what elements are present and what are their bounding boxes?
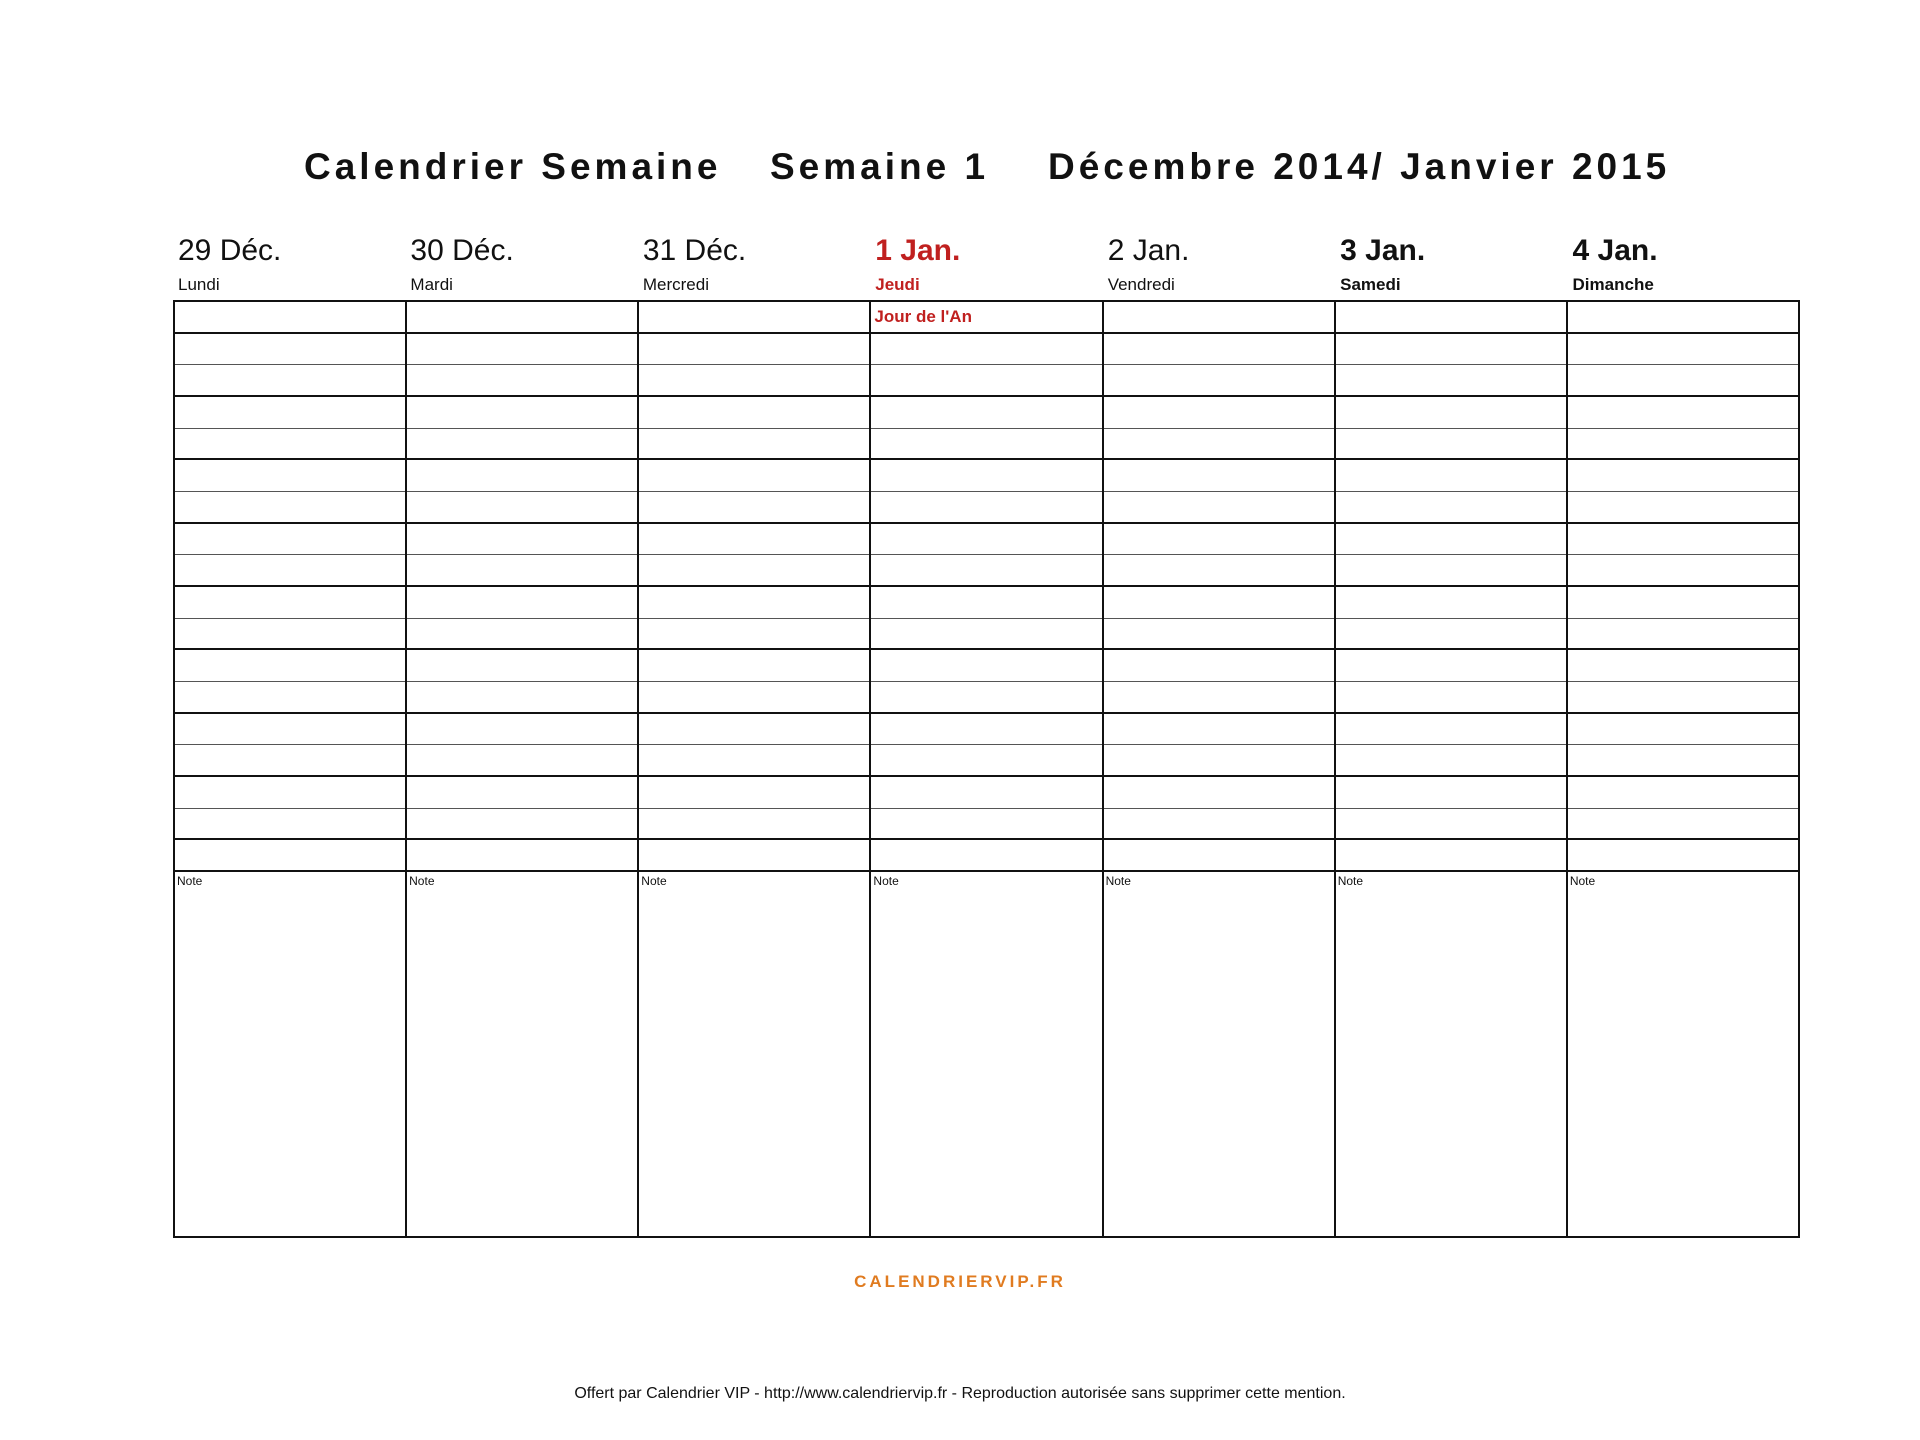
- day-weekday: Jeudi: [875, 275, 920, 294]
- time-slot[interactable]: [1336, 397, 1566, 429]
- note-area[interactable]: Note: [1569, 873, 1596, 888]
- time-slot[interactable]: [871, 397, 1101, 429]
- time-slot[interactable]: [1336, 365, 1566, 397]
- time-slot[interactable]: [407, 745, 637, 777]
- note-area[interactable]: Note: [1337, 873, 1364, 888]
- day-header-2: [638, 232, 870, 298]
- time-slot[interactable]: [175, 619, 405, 651]
- time-slot[interactable]: [407, 840, 637, 872]
- time-slot[interactable]: [1568, 397, 1798, 429]
- time-slot[interactable]: [175, 429, 405, 461]
- time-slot[interactable]: [639, 840, 869, 872]
- time-slot[interactable]: [639, 555, 869, 587]
- time-slot[interactable]: [407, 365, 637, 397]
- time-slot[interactable]: [175, 714, 405, 746]
- day-weekday: Mercredi: [642, 275, 709, 294]
- time-slot[interactable]: [871, 682, 1101, 714]
- time-slot[interactable]: [1336, 555, 1566, 587]
- time-slot[interactable]: [871, 809, 1101, 841]
- time-slot[interactable]: [871, 365, 1101, 397]
- time-slot[interactable]: [175, 840, 405, 872]
- time-slot[interactable]: [1336, 524, 1566, 556]
- time-slot[interactable]: [175, 745, 405, 777]
- time-slot[interactable]: [407, 397, 637, 429]
- time-slot[interactable]: [639, 524, 869, 556]
- time-slot[interactable]: [871, 619, 1101, 651]
- time-slot[interactable]: [639, 587, 869, 619]
- day-column: [1566, 302, 1798, 1236]
- time-slot[interactable]: [1336, 587, 1566, 619]
- time-slot[interactable]: [639, 682, 869, 714]
- time-slot[interactable]: [871, 587, 1101, 619]
- title-calendar: Calendrier Semaine: [304, 146, 722, 187]
- time-slot[interactable]: [1568, 334, 1798, 366]
- time-slot[interactable]: [1104, 809, 1334, 841]
- time-slot[interactable]: [1104, 777, 1334, 809]
- time-slot[interactable]: [1568, 555, 1798, 587]
- time-slot[interactable]: [1336, 492, 1566, 524]
- time-slot[interactable]: [1568, 587, 1798, 619]
- time-slot[interactable]: [407, 650, 637, 682]
- time-slot[interactable]: [1104, 492, 1334, 524]
- time-slot[interactable]: [1568, 714, 1798, 746]
- time-slot[interactable]: [871, 492, 1101, 524]
- day-column: [405, 302, 637, 1236]
- time-slot[interactable]: [1568, 745, 1798, 777]
- day-date: 29 Déc.: [178, 234, 282, 267]
- time-slot[interactable]: [1568, 429, 1798, 461]
- week-grid: [173, 300, 1800, 1238]
- time-slot[interactable]: [871, 745, 1101, 777]
- note-area[interactable]: Note: [177, 873, 203, 888]
- time-slot[interactable]: [1336, 334, 1566, 366]
- time-slot[interactable]: [1336, 809, 1566, 841]
- time-slot[interactable]: [1568, 777, 1798, 809]
- time-slot[interactable]: [639, 460, 869, 492]
- day-date: 30 Déc.: [410, 234, 514, 267]
- time-slot[interactable]: [407, 682, 637, 714]
- time-slot[interactable]: [639, 397, 869, 429]
- time-slot[interactable]: [1104, 650, 1334, 682]
- day-date: 1 Jan.: [875, 234, 961, 267]
- holiday-label: Jour de l'An: [871, 302, 1101, 334]
- time-slot[interactable]: [639, 745, 869, 777]
- day-column: [1334, 302, 1566, 1236]
- time-slot[interactable]: [1104, 365, 1334, 397]
- time-slot[interactable]: [1104, 682, 1334, 714]
- time-slot[interactable]: [871, 650, 1101, 682]
- note-area[interactable]: Note: [1105, 873, 1131, 888]
- day-header-0: [173, 232, 405, 298]
- day-header-row: [173, 232, 1800, 298]
- day-header-5: [1335, 232, 1567, 298]
- day-column: [637, 302, 869, 1236]
- time-slot[interactable]: [175, 397, 405, 429]
- brand-logo-text: CALENDRIERVIP.FR: [854, 1272, 1066, 1291]
- time-slot[interactable]: [1104, 397, 1334, 429]
- time-slot[interactable]: [1568, 365, 1798, 397]
- day-header-1: [405, 232, 637, 298]
- time-slot[interactable]: [175, 587, 405, 619]
- day-column: [869, 302, 1101, 1236]
- time-slot[interactable]: [1104, 714, 1334, 746]
- time-slot[interactable]: [1568, 492, 1798, 524]
- time-slot[interactable]: [407, 714, 637, 746]
- time-slot[interactable]: [1336, 682, 1566, 714]
- day-weekday: Vendredi: [1107, 275, 1175, 294]
- time-slot[interactable]: [1568, 809, 1798, 841]
- day-weekday: Mardi: [410, 275, 453, 294]
- time-slot[interactable]: [175, 777, 405, 809]
- time-slot[interactable]: [1104, 524, 1334, 556]
- day-header-4: [1103, 232, 1335, 298]
- time-slot[interactable]: [1568, 460, 1798, 492]
- time-slot[interactable]: [407, 429, 637, 461]
- time-slot[interactable]: [175, 650, 405, 682]
- time-slot[interactable]: [639, 492, 869, 524]
- note-area[interactable]: Note: [409, 873, 435, 888]
- day-weekday: Dimanche: [1572, 275, 1654, 294]
- time-slot[interactable]: [639, 650, 869, 682]
- time-slot[interactable]: [1336, 302, 1566, 334]
- time-slot[interactable]: [1336, 650, 1566, 682]
- day-weekday: Lundi: [178, 275, 220, 294]
- time-slot[interactable]: [407, 777, 637, 809]
- time-slot[interactable]: [639, 429, 869, 461]
- time-slot[interactable]: [639, 334, 869, 366]
- day-date: 31 Déc.: [642, 234, 747, 267]
- time-slot[interactable]: [639, 777, 869, 809]
- day-column: [1102, 302, 1334, 1236]
- time-slot[interactable]: [871, 334, 1101, 366]
- time-slot[interactable]: [407, 524, 637, 556]
- time-slot[interactable]: [1336, 840, 1566, 872]
- time-slot[interactable]: [175, 524, 405, 556]
- time-slot[interactable]: [639, 809, 869, 841]
- time-slot[interactable]: [175, 460, 405, 492]
- time-slot[interactable]: [871, 524, 1101, 556]
- time-slot[interactable]: [175, 302, 405, 334]
- time-slot[interactable]: [871, 777, 1101, 809]
- time-slot[interactable]: [1336, 777, 1566, 809]
- day-date: 3 Jan.: [1340, 234, 1426, 267]
- time-slot[interactable]: [1104, 555, 1334, 587]
- time-slot[interactable]: [639, 302, 869, 334]
- time-slot[interactable]: [1104, 334, 1334, 366]
- time-slot[interactable]: [1568, 524, 1798, 556]
- time-slot[interactable]: [407, 619, 637, 651]
- time-slot[interactable]: [407, 809, 637, 841]
- time-slot[interactable]: [871, 714, 1101, 746]
- note-area[interactable]: Note: [641, 873, 667, 888]
- time-slot[interactable]: [1336, 429, 1566, 461]
- time-slot[interactable]: [175, 492, 405, 524]
- time-slot[interactable]: [871, 555, 1101, 587]
- time-slot[interactable]: [407, 492, 637, 524]
- time-slot[interactable]: [639, 619, 869, 651]
- time-slot[interactable]: [1568, 619, 1798, 651]
- time-slot[interactable]: [1568, 302, 1798, 334]
- time-slot[interactable]: [1568, 650, 1798, 682]
- time-slot[interactable]: [407, 587, 637, 619]
- title-week: Semaine 1: [770, 146, 990, 187]
- time-slot[interactable]: [175, 555, 405, 587]
- time-slot[interactable]: [175, 682, 405, 714]
- time-slot[interactable]: [1104, 429, 1334, 461]
- time-slot[interactable]: [1104, 745, 1334, 777]
- time-slot[interactable]: [1336, 745, 1566, 777]
- time-slot[interactable]: [1336, 619, 1566, 651]
- time-slot[interactable]: [1336, 460, 1566, 492]
- day-header-3: [870, 232, 1102, 298]
- title-months: Décembre 2014/ Janvier 2015: [1048, 146, 1671, 187]
- time-slot[interactable]: [871, 840, 1101, 872]
- time-slot[interactable]: [871, 429, 1101, 461]
- time-slot[interactable]: [639, 714, 869, 746]
- time-slot[interactable]: [407, 460, 637, 492]
- time-slot[interactable]: [1104, 460, 1334, 492]
- time-slot[interactable]: [175, 809, 405, 841]
- footer-credit: Offert par Calendrier VIP - http://www.calendriervip.fr - Reproduction autorisée sans supprimer cette mention.: [574, 1385, 1346, 1402]
- time-slot[interactable]: [175, 365, 405, 397]
- time-slot[interactable]: [407, 334, 637, 366]
- time-slot[interactable]: [1104, 302, 1334, 334]
- day-date: 2 Jan.: [1107, 234, 1190, 267]
- time-slot[interactable]: [871, 460, 1101, 492]
- day-weekday: Samedi: [1340, 275, 1401, 294]
- page-title: [0, 146, 1920, 190]
- time-slot[interactable]: [1104, 619, 1334, 651]
- day-column: [175, 302, 405, 1236]
- time-slot[interactable]: [407, 302, 637, 334]
- time-slot[interactable]: [1336, 714, 1566, 746]
- time-slot[interactable]: [1104, 840, 1334, 872]
- time-slot[interactable]: [407, 555, 637, 587]
- day-date: 4 Jan.: [1572, 234, 1658, 267]
- day-header-6: [1568, 232, 1800, 298]
- time-slot[interactable]: [1104, 587, 1334, 619]
- note-area[interactable]: Note: [873, 873, 899, 888]
- time-slot[interactable]: [639, 365, 869, 397]
- time-slot[interactable]: [1568, 840, 1798, 872]
- time-slot[interactable]: [1568, 682, 1798, 714]
- time-slot[interactable]: [175, 334, 405, 366]
